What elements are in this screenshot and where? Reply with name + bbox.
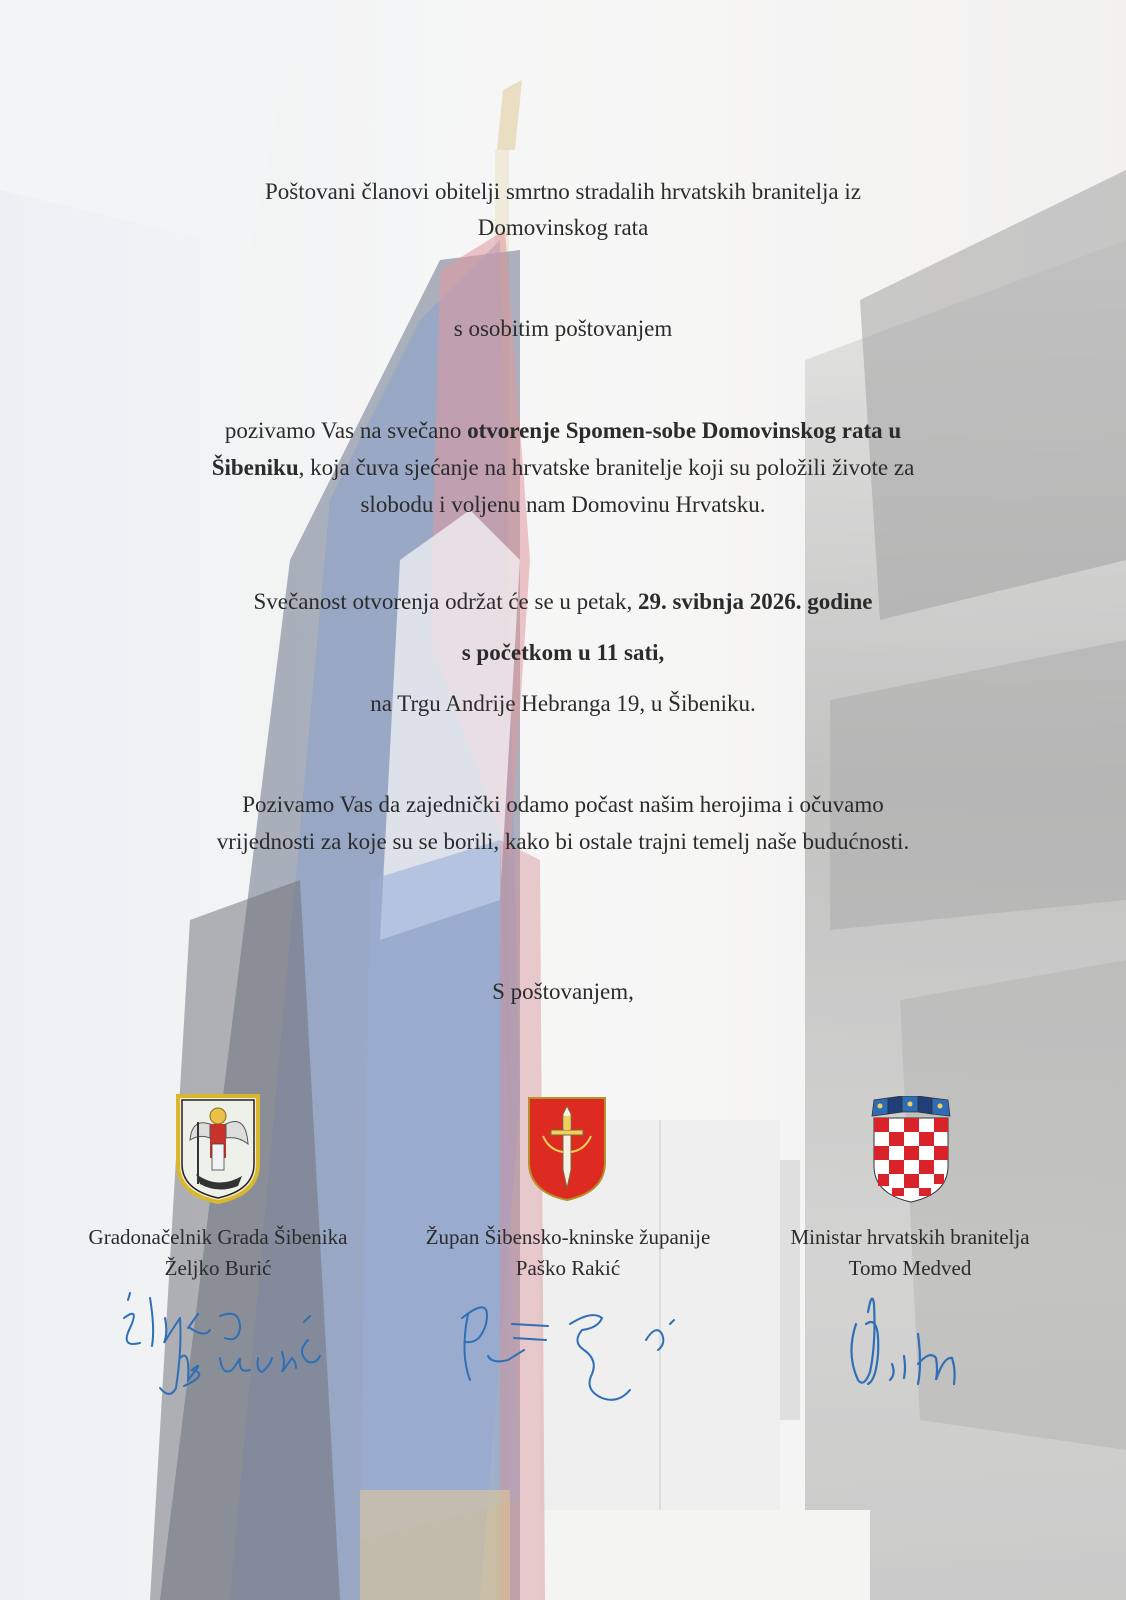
signatory-name: Željko Burić	[164, 1256, 272, 1280]
regards-text: S poštovanjem,	[492, 979, 634, 1004]
signature-medved	[846, 1284, 966, 1404]
sibenik-city-crest-icon	[176, 1094, 260, 1204]
regards	[0, 974, 1126, 1010]
invitation-line-1-bold: otvorenje Spomen-sobe Domovinskog rata u	[467, 418, 902, 443]
signatory-title: Župan Šibensko-kninske županije	[425, 1225, 711, 1249]
event-place	[0, 686, 1126, 722]
invitation-line-2	[0, 449, 1126, 486]
signatory-title: Ministar hrvatskih branitelja	[790, 1225, 1030, 1249]
signatory-name: Tomo Medved	[848, 1256, 972, 1280]
closing-paragraph	[0, 786, 1126, 860]
salutation-line: Domovinskog rata	[477, 215, 649, 240]
event-date-pre: Svečanost otvorenja održat će se u petak,	[253, 589, 638, 614]
event-date-bold: 29. svibnja 2026. godine	[637, 589, 873, 614]
signature-buric	[110, 1288, 330, 1418]
salutation	[0, 174, 1126, 246]
salutation-line: Poštovani članovi obitelji smrtno stradalih hrvatskih branitelja iz	[265, 179, 861, 204]
respect-line	[0, 311, 1126, 347]
signatory-name: Paško Rakić	[515, 1256, 621, 1280]
croatia-coat-of-arms-icon	[868, 1096, 954, 1204]
event-date-line	[0, 584, 1126, 620]
event-date	[0, 584, 1126, 620]
invitation-line-1	[0, 412, 1126, 449]
signature-rakic	[452, 1294, 682, 1414]
event-time	[0, 635, 1126, 671]
event-time-text: s početkom u 11 sati,	[461, 640, 665, 665]
invitation-paragraph	[0, 412, 1126, 523]
signatory-2	[398, 1222, 738, 1284]
invitation-line-2-rest: , koja čuva sjećanje na hrvatske branitelje koji su položili živote za	[298, 455, 915, 480]
respect-text: s osobitim poštovanjem	[453, 316, 673, 341]
signatory-3	[740, 1222, 1080, 1284]
invitation-line-3: slobodu i voljenu nam Domovinu Hrvatsku.	[360, 492, 766, 517]
sibenik-knin-county-crest-icon	[527, 1096, 607, 1202]
event-place-text: na Trgu Andrije Hebranga 19, u Šibeniku.	[370, 691, 756, 716]
signatory-1	[48, 1222, 388, 1284]
closing-line: Pozivamo Vas da zajednički odamo počast našim herojima i očuvamo	[242, 792, 884, 817]
invitation-line-2-bold: Šibeniku	[211, 455, 299, 480]
closing-line: vrijednosti za koje su se borili, kako bi ostale trajni temelj naše budućnosti.	[216, 829, 910, 854]
invitation-line-1-pre: pozivamo Vas na svečano	[224, 418, 468, 443]
signatory-title: Gradonačelnik Grada Šibenika	[88, 1225, 348, 1249]
